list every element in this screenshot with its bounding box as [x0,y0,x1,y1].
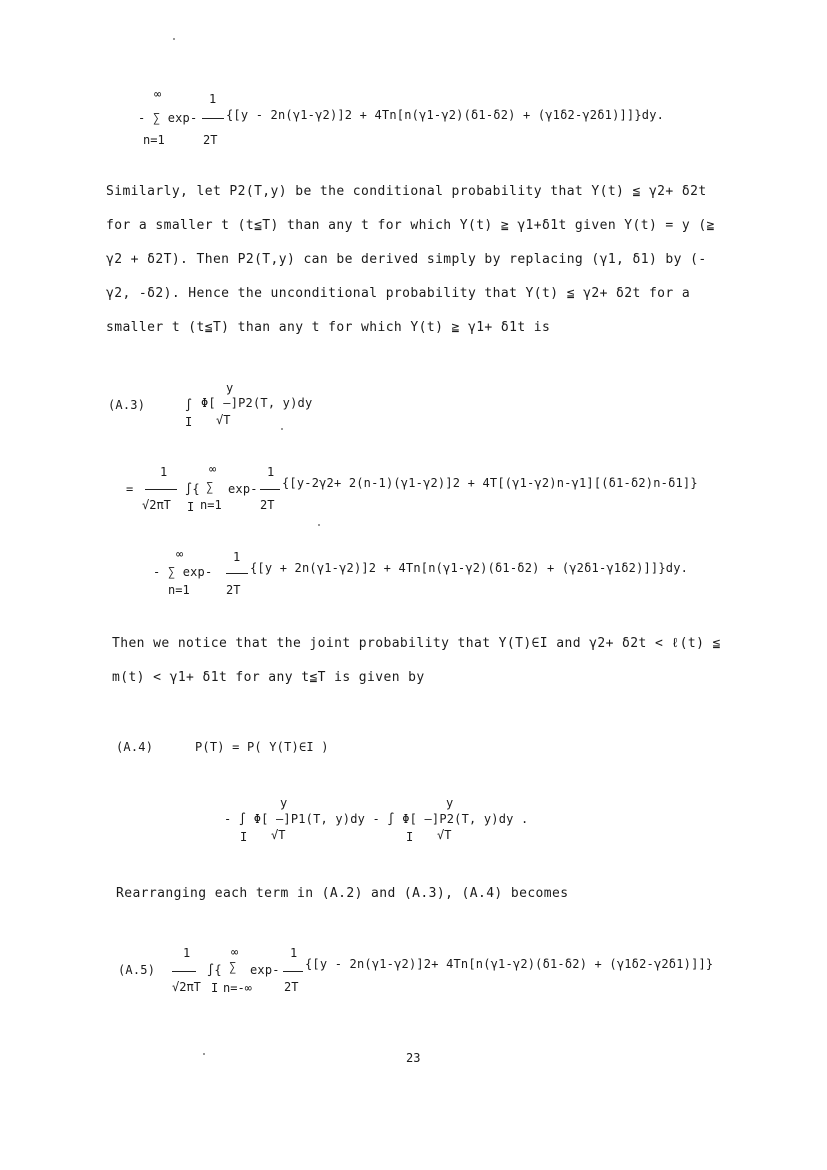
fraction-numerator: y [280,796,288,810]
fraction-numerator: 1 [183,946,191,960]
fraction-bar [260,489,280,490]
page-number: 23 [406,1051,421,1065]
paragraph-rearranging: Rearranging each term in (A.2) and (A.3), (A.4) becomes [116,886,569,901]
equation-body: {[y + 2n(γ1-γ2)]2 + 4Tn[n(γ1-γ2)(δ1-δ2) + (γ2δ1-γ1δ2)]]}dy. [250,561,689,575]
integral-sign: ∫ [185,398,193,412]
infinity-symbol: ∞ [154,87,162,101]
text-line: γ2, -δ2). Hence the unconditional probability that Y(t) ≦ γ2+ δ2t for a [106,286,691,301]
sum-index: n=1 [143,133,165,147]
integral-domain: I [185,415,193,429]
sum-index: n=1 [168,583,190,597]
fraction-numerator: 1 [267,465,275,479]
fraction-numerator: y [446,796,454,810]
text-line: smaller t (t≦T) than any t for which Y(t) ≧ γ1+ δ1t is [106,320,551,335]
infinity-symbol: ∞ [176,547,184,561]
equation-body: {[y - 2n(γ1-γ2)]2 + 4Tn[n(γ1-γ2)(δ1-δ2) + (γ1δ2-γ2δ1)]]}dy. [226,108,665,122]
sum-sign: ∑ [206,480,214,494]
text-line: Similarly, let P2(T,y) be the conditional probability that Y(t) ≦ γ2+ δ2t [106,184,707,199]
text-line: m(t) < γ1+ δ1t for any t≦T is given by [112,670,425,685]
fraction-numerator: 1 [233,550,241,564]
sum-index: n=1 [200,498,222,512]
scan-speck [203,1053,205,1055]
fraction-numerator: y [226,381,234,395]
fraction-bar [172,971,196,972]
equation-body: {[y - 2n(γ1-γ2)]2+ 4Tn[n(γ1-γ2)(δ1-δ2) + (γ1δ2-γ2δ1)]]} [305,957,714,971]
fraction-denominator: 2T [203,133,218,147]
sum-sign: ∑ [229,960,237,974]
fraction-bar [283,971,303,972]
integral-domain: I [211,981,219,995]
sum-index: n=-∞ [223,981,252,995]
sqrt-t: √T [271,828,286,842]
sqrt-t: √T [437,828,452,842]
equals-sign: = [126,482,134,496]
integral-domain: I [187,500,195,514]
integral-domain: I [240,830,248,844]
infinity-symbol: ∞ [231,945,239,959]
equation-body: P(T) = P( Y(T)∈I ) [195,740,329,754]
scan-speck [281,428,283,430]
integral-sign: ∫{ [207,963,222,977]
integral-sign: ∫{ [185,482,200,496]
fraction-denominator: 2T [260,498,275,512]
equation-body: {[y-2γ2+ 2(n-1)(γ1-γ2)]2 + 4T[(γ1-γ2)n-γ1][(δ1-δ2)n-δ1]} [282,476,698,490]
phi-term: Φ[ —]P2(T, y)dy [201,396,313,410]
scan-speck [318,524,320,526]
scan-speck [173,38,175,40]
sqrt-t: √T [216,413,231,427]
text-line: Then we notice that the joint probability that Y(T)∈I and γ2+ δ2t < ℓ(t) ≦ [112,636,721,651]
fraction-denominator: 2T [226,583,241,597]
exp-term: exp- [228,482,258,496]
fraction-bar [226,573,248,574]
sum-term: - ∑ exp- [138,111,198,125]
infinity-symbol: ∞ [209,462,217,476]
fraction-denominator: √2πT [172,980,201,994]
fraction-bar [145,489,177,490]
fraction-numerator: 1 [209,92,217,106]
fraction-denominator: √2πT [142,498,171,512]
fraction-numerator: 1 [160,465,168,479]
text-line: for a smaller t (t≦T) than any t for which Y(t) ≧ γ1+δ1t given Y(t) = y (≧ [106,218,715,233]
fraction-denominator: 2T [284,980,299,994]
integral-domain: I [406,830,414,844]
fraction-numerator: 1 [290,946,298,960]
text-line: γ2 + δ2T). Then P2(T,y) can be derived simply by replacing (γ1, δ1) by (- [106,252,707,267]
equation-label: (A.5) [118,963,156,977]
equation-label: (A.4) [116,740,154,754]
fraction-bar [202,118,224,119]
equation-body: - ∫ Φ[ —]P1(T, y)dy - ∫ Φ[ —]P2(T, y)dy . [224,812,529,826]
sum-term: - ∑ exp- [153,565,213,579]
exp-term: exp- [250,963,280,977]
equation-label: (A.3) [108,398,146,412]
